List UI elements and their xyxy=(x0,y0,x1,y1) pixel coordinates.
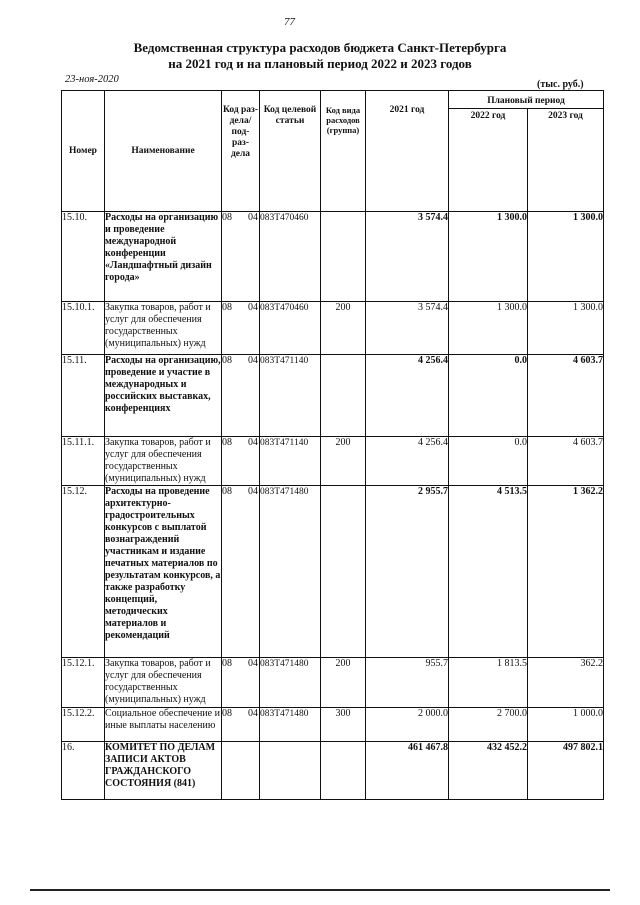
row-article-code xyxy=(260,742,321,800)
row-section: 08 xyxy=(222,212,232,223)
header-year-2021: 2021 год xyxy=(366,91,449,212)
row-amount-2023: 4 603.7 xyxy=(528,355,604,437)
row-name: Расходы на организацию и проведение международной конференции «Ландшафтный дизайн города» xyxy=(105,212,222,302)
header-expense-type-code: Код вида расходов (группа) xyxy=(321,91,366,212)
row-amount-2021: 4 256.4 xyxy=(366,355,449,437)
table-row xyxy=(62,302,604,355)
row-article-code: 083Т471140 xyxy=(260,437,321,486)
row-number: 15.10. xyxy=(62,212,105,302)
row-subsection: 04 xyxy=(248,437,258,448)
row-name: Социальное обеспечение и иные выплаты населению xyxy=(105,708,222,742)
row-amount-2023: 1 000.0 xyxy=(528,708,604,742)
row-amount-2021: 2 000.0 xyxy=(366,708,449,742)
header-year-2023: 2023 год xyxy=(528,109,604,212)
row-number: 16. xyxy=(62,742,105,800)
row-subsection: 04 xyxy=(248,212,258,223)
row-expense-type: 200 xyxy=(321,302,366,355)
row-section: 08 xyxy=(222,708,232,719)
budget-table xyxy=(61,90,604,800)
row-number: 15.12. xyxy=(62,486,105,658)
row-amount-2021: 3 574.4 xyxy=(366,302,449,355)
row-expense-type: 300 xyxy=(321,708,366,742)
row-amount-2022: 2 700.0 xyxy=(449,708,528,742)
row-section: 08 xyxy=(222,355,232,366)
row-section-code xyxy=(222,355,260,437)
row-amount-2022: 0.0 xyxy=(449,355,528,437)
header-article-code: Код целевой статьи xyxy=(260,91,321,212)
document-date: 23-ноя-2020 xyxy=(65,74,119,85)
row-amount-2023: 1 300.0 xyxy=(528,302,604,355)
row-subsection: 04 xyxy=(248,708,258,719)
row-number: 15.11. xyxy=(62,355,105,437)
title-line-2: на 2021 год и на плановый период 2022 и 2023 годов xyxy=(168,56,472,71)
row-expense-type xyxy=(321,355,366,437)
table-row xyxy=(62,437,604,486)
row-section-code xyxy=(222,212,260,302)
row-article-code: 083Т470460 xyxy=(260,212,321,302)
document-title xyxy=(0,40,640,72)
header-section-code: Код раз- дела/ под- раз- дела xyxy=(222,91,260,212)
row-name: Закупка товаров, работ и услуг для обеспечения государственных (муниципальных) нужд xyxy=(105,437,222,486)
row-amount-2023: 4 603.7 xyxy=(528,437,604,486)
row-section: 08 xyxy=(222,437,232,448)
row-amount-2022: 4 513.5 xyxy=(449,486,528,658)
table-row xyxy=(62,355,604,437)
table-row xyxy=(62,708,604,742)
row-number: 15.10.1. xyxy=(62,302,105,355)
row-article-code: 083Т471480 xyxy=(260,708,321,742)
header-name: Наименование xyxy=(105,91,222,212)
row-section-code xyxy=(222,742,260,800)
row-number: 15.12.2. xyxy=(62,708,105,742)
row-section: 08 xyxy=(222,302,232,313)
row-expense-type xyxy=(321,742,366,800)
row-subsection: 04 xyxy=(248,302,258,313)
row-amount-2022: 1 300.0 xyxy=(449,302,528,355)
row-section-code xyxy=(222,708,260,742)
table-row xyxy=(62,742,604,800)
page-number: 77 xyxy=(284,16,295,28)
row-section-code xyxy=(222,302,260,355)
row-name: Закупка товаров, работ и услуг для обеспечения государственных (муниципальных) нужд xyxy=(105,658,222,708)
table-body xyxy=(62,212,604,800)
row-amount-2023: 362.2 xyxy=(528,658,604,708)
row-subsection: 04 xyxy=(248,658,258,669)
row-section-code xyxy=(222,486,260,658)
row-section-code xyxy=(222,437,260,486)
row-amount-2021: 3 574.4 xyxy=(366,212,449,302)
row-expense-type xyxy=(321,486,366,658)
table-row xyxy=(62,486,604,658)
row-amount-2023: 1 362.2 xyxy=(528,486,604,658)
row-article-code: 083Т471480 xyxy=(260,658,321,708)
row-expense-type: 200 xyxy=(321,437,366,486)
row-article-code: 083Т471140 xyxy=(260,355,321,437)
table-row xyxy=(62,658,604,708)
row-amount-2021: 4 256.4 xyxy=(366,437,449,486)
row-subsection: 04 xyxy=(248,486,258,497)
row-amount-2021: 955.7 xyxy=(366,658,449,708)
header-year-2022: 2022 год xyxy=(449,109,528,212)
table-row xyxy=(62,212,604,302)
row-amount-2021: 2 955.7 xyxy=(366,486,449,658)
row-article-code: 083Т470460 xyxy=(260,302,321,355)
row-section-code xyxy=(222,658,260,708)
row-amount-2023: 497 802.1 xyxy=(528,742,604,800)
row-amount-2021: 461 467.8 xyxy=(366,742,449,800)
row-amount-2022: 0.0 xyxy=(449,437,528,486)
row-name: Расходы на организацию, проведение и участие в международных и российских выставках, конференциях xyxy=(105,355,222,437)
row-section: 08 xyxy=(222,658,232,669)
row-subsection: 04 xyxy=(248,355,258,366)
row-name: Закупка товаров, работ и услуг для обеспечения государственных (муниципальных) нужд xyxy=(105,302,222,355)
header-number: Номер xyxy=(62,91,105,212)
row-amount-2022: 1 300.0 xyxy=(449,212,528,302)
row-expense-type: 200 xyxy=(321,658,366,708)
row-amount-2023: 1 300.0 xyxy=(528,212,604,302)
row-amount-2022: 1 813.5 xyxy=(449,658,528,708)
row-number: 15.12.1. xyxy=(62,658,105,708)
row-number: 15.11.1. xyxy=(62,437,105,486)
row-section: 08 xyxy=(222,486,232,497)
units-label: (тыс. руб.) xyxy=(537,79,584,90)
header-planned-period: Плановый период xyxy=(449,91,604,109)
bottom-rule xyxy=(30,889,610,891)
row-expense-type xyxy=(321,212,366,302)
title-line-1: Ведомственная структура расходов бюджета Санкт-Петербурга xyxy=(133,40,507,55)
row-name: Расходы на проведение архитектурно-градостроительных конкурсов с выплатой вознаграждений участникам и издание печатных материалов по результатам конкурсов, а также разработку концепций, методических материалов и рекомендаций xyxy=(105,486,222,658)
row-article-code: 083Т471480 xyxy=(260,486,321,658)
row-name: КОМИТЕТ ПО ДЕЛАМ ЗАПИСИ АКТОВ ГРАЖДАНСКОГО СОСТОЯНИЯ (841) xyxy=(105,742,222,800)
row-amount-2022: 432 452.2 xyxy=(449,742,528,800)
